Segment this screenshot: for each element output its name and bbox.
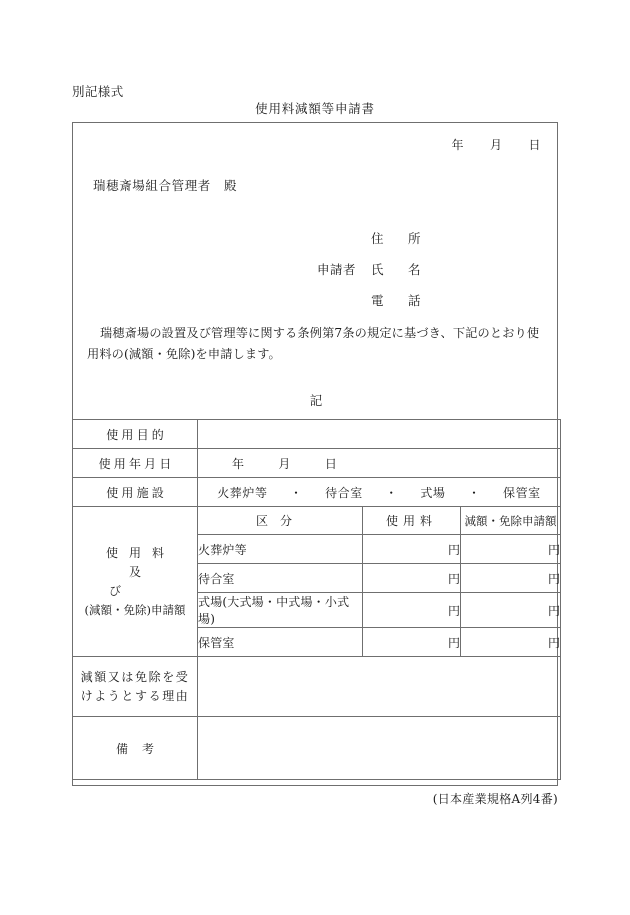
date-month-label: 月 <box>489 138 503 152</box>
facility-separator-0: ・ <box>290 485 303 500</box>
applicant-name-row <box>73 254 559 285</box>
fee-header-genmen-text: 減額・免除申請額 <box>464 513 557 528</box>
facility-option-2[interactable]: 式場 <box>420 485 446 500</box>
reason-label-line-1: 減額又は免除を受 <box>80 669 190 684</box>
fee-section-label <box>73 507 198 657</box>
fee-header-shiyoryo <box>363 507 461 535</box>
fee-shiyoryo-1[interactable]: 円 <box>363 564 461 593</box>
usedate-label: 使用年月日 <box>73 449 198 478</box>
purpose-value[interactable] <box>198 420 561 449</box>
fee-genmen-2[interactable]: 円 <box>461 593 561 628</box>
fee-shiyoryo-0[interactable]: 円 <box>363 535 461 564</box>
date-day-label: 日 <box>528 138 541 152</box>
fee-kubun-2: 式場(大式場・中式場・小式場) <box>198 593 363 628</box>
name-field-label: 氏 名 <box>371 262 427 277</box>
application-body-text <box>87 323 545 365</box>
reason-label <box>73 657 198 717</box>
usedate-year-label: 年 <box>232 456 245 471</box>
fee-shiyoryo-2[interactable]: 円 <box>363 593 461 628</box>
reason-label-line-2: けようとする理由 <box>80 688 190 703</box>
facility-label: 使用施設 <box>73 478 198 507</box>
fee-shiyoryo-3[interactable]: 円 <box>363 628 461 657</box>
kijou-marker: 記 <box>309 393 323 408</box>
facility-option-0[interactable]: 火葬炉等 <box>217 485 268 500</box>
applicant-address-row <box>73 223 559 254</box>
table-row-bikou <box>73 717 561 780</box>
date-year-label: 年 <box>451 138 464 152</box>
fee-label-line-2: 及び <box>108 564 181 598</box>
body-line-2: (減額・免除)を申請します。 <box>124 347 281 361</box>
table-row-reason <box>73 657 561 717</box>
bikou-value[interactable] <box>198 717 561 780</box>
document-title: 使用料減額等申請書 <box>255 101 375 116</box>
form-code-label: 別記様式 <box>72 84 124 99</box>
fee-genmen-0[interactable]: 円 <box>461 535 561 564</box>
addressee-label: 瑞穂斎場組合管理者 殿 <box>93 178 238 193</box>
fee-header-shiyoryo-text: 使用料 <box>385 514 437 528</box>
reason-value[interactable] <box>198 657 561 717</box>
paper-size-note: (日本産業規格A列4番) <box>432 792 558 806</box>
form-frame <box>72 122 561 786</box>
facility-option-1[interactable]: 待合室 <box>325 485 363 500</box>
fee-kubun-1: 待合室 <box>198 564 363 593</box>
fee-label-line-1: 使用料 <box>105 545 175 560</box>
submission-date-line <box>451 136 541 153</box>
usedate-day-label: 日 <box>324 456 338 471</box>
facility-option-3[interactable]: 保管室 <box>502 485 541 500</box>
fee-label-line-3: (減額・免除)申請額 <box>84 602 186 617</box>
bikou-label: 備考 <box>73 717 198 780</box>
table-row-usedate <box>73 449 561 478</box>
table-row-fee-header <box>73 507 561 535</box>
upper-section <box>73 123 557 419</box>
facility-separator-2: ・ <box>467 485 481 500</box>
usedate-value[interactable] <box>198 449 561 478</box>
fee-genmen-1[interactable]: 円 <box>461 564 561 593</box>
application-table <box>72 419 561 780</box>
fee-header-kubun-text: 区分 <box>255 514 304 528</box>
body-line-1: 瑞穂斎場の設置及び管理等に関する条例第7条の規定に基づき、下記のとおり使用料の <box>87 326 540 361</box>
address-field-label: 住 所 <box>371 231 427 246</box>
applicant-block <box>73 223 559 316</box>
fee-kubun-3: 保管室 <box>198 628 363 657</box>
phone-field-label: 電 話 <box>371 293 427 308</box>
table-row-purpose <box>73 420 561 449</box>
table-row-facility <box>73 478 561 507</box>
usedate-month-label: 月 <box>278 456 291 471</box>
fee-header-kubun <box>198 507 363 535</box>
fee-kubun-0: 火葬炉等 <box>198 535 363 564</box>
applicant-phone-row <box>73 285 559 316</box>
fee-genmen-3[interactable]: 円 <box>461 628 561 657</box>
facility-separator-1: ・ <box>385 485 398 500</box>
fee-header-genmen <box>461 507 561 535</box>
applicant-prefix-label: 申請者 <box>317 262 357 277</box>
purpose-label: 使用目的 <box>73 420 198 449</box>
facility-options <box>198 478 561 507</box>
